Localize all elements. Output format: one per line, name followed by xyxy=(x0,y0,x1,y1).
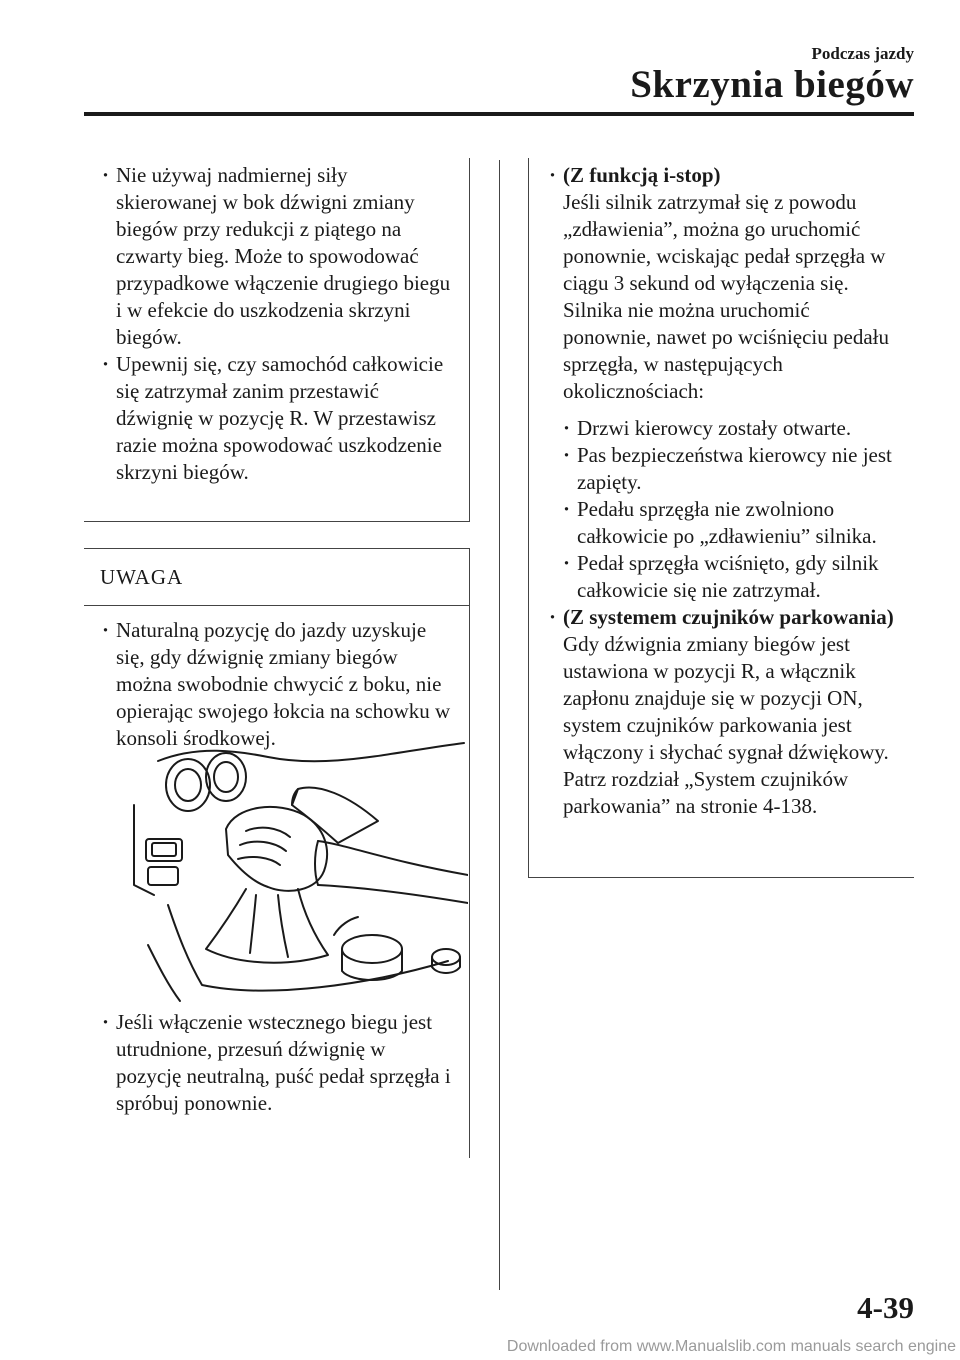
header-rule xyxy=(84,112,914,116)
footer-url[interactable]: Downloaded from www.Manualslib.com manuals search engine xyxy=(506,1338,956,1355)
istop-text: Jeśli silnik zatrzymał się z powodu „zdławienia”, można go uruchomić ponownie, wciskając pedał sprzęgła w ciągu 3 sekund od wyłączenia się. Silnika nie można uruchomić ponownie, nawet po wciśnięciu pedału sprzęgła, w następujących okolicznościach: xyxy=(563,190,889,403)
istop-condition: · Pas bezpieczeństwa kierowcy nie jest zapięty. xyxy=(563,442,901,496)
istop-title: (Z funkcją i-stop) xyxy=(563,163,721,187)
istop-box xyxy=(528,158,914,878)
page-title: Skrzynia biegów xyxy=(630,63,914,106)
caution-box xyxy=(84,158,470,522)
istop-item xyxy=(549,162,901,604)
parking-title: (Z systemem czujników parkowania) xyxy=(563,605,894,629)
note-item: · Jeśli włączenie wstecznego biegu jest utrudnione, przesuń dźwignię w pozycję neutralną, puść pedał sprzęgła i spróbuj ponownie. xyxy=(102,1009,454,1117)
note-item: · Naturalną pozycję do jazdy uzyskuje się, gdy dźwignię zmiany biegów można swobodnie chwycić z boku, nie opierając swojego łokcia na schowku w konsoli środkowej. xyxy=(102,617,454,752)
column-divider xyxy=(499,160,500,1290)
note-heading: UWAGA xyxy=(100,565,184,589)
istop-condition: · Pedału sprzęgła nie zwolniono całkowicie po „zdławieniu” silnika. xyxy=(563,496,901,550)
note-rule xyxy=(84,605,469,606)
gear-shift-illustration xyxy=(128,735,468,1005)
caution-item: · Upewnij się, czy samochód całkowicie się zatrzymał zanim przestawić dźwignię w pozycję R. W przestawisz razie można spowodować uszkodzenie skrzyni biegów. xyxy=(102,351,454,486)
note-box xyxy=(84,548,470,1158)
header-section-label: Podczas jazdy xyxy=(811,44,914,63)
caution-item: · Nie używaj nadmiernej siły skierowanej w bok dźwigni zmiany biegów przy redukcji z piątego na czwarty bieg. Może to spowodować przypadkowe włączenie drugiego biegu i w efekcie do uszkodzenia skrzyni biegów. xyxy=(102,162,454,351)
parking-text: Gdy dźwignia zmiany biegów jest ustawiona w pozycji R, a włącznik zapłonu znajduje się w pozycji ON, system czujników parkowania jest włączony i słychać sygnał dźwiękowy. xyxy=(563,632,889,764)
parking-ref: Patrz rozdział „System czujników parkowania” na stronie 4-138. xyxy=(563,767,849,818)
parking-item xyxy=(549,604,901,820)
istop-condition: · Drzwi kierowcy zostały otwarte. xyxy=(563,415,901,442)
page-number: 4-39 xyxy=(857,1290,914,1325)
istop-condition: · Pedał sprzęgła wciśnięto, gdy silnik całkowicie się nie zatrzymał. xyxy=(563,550,901,604)
